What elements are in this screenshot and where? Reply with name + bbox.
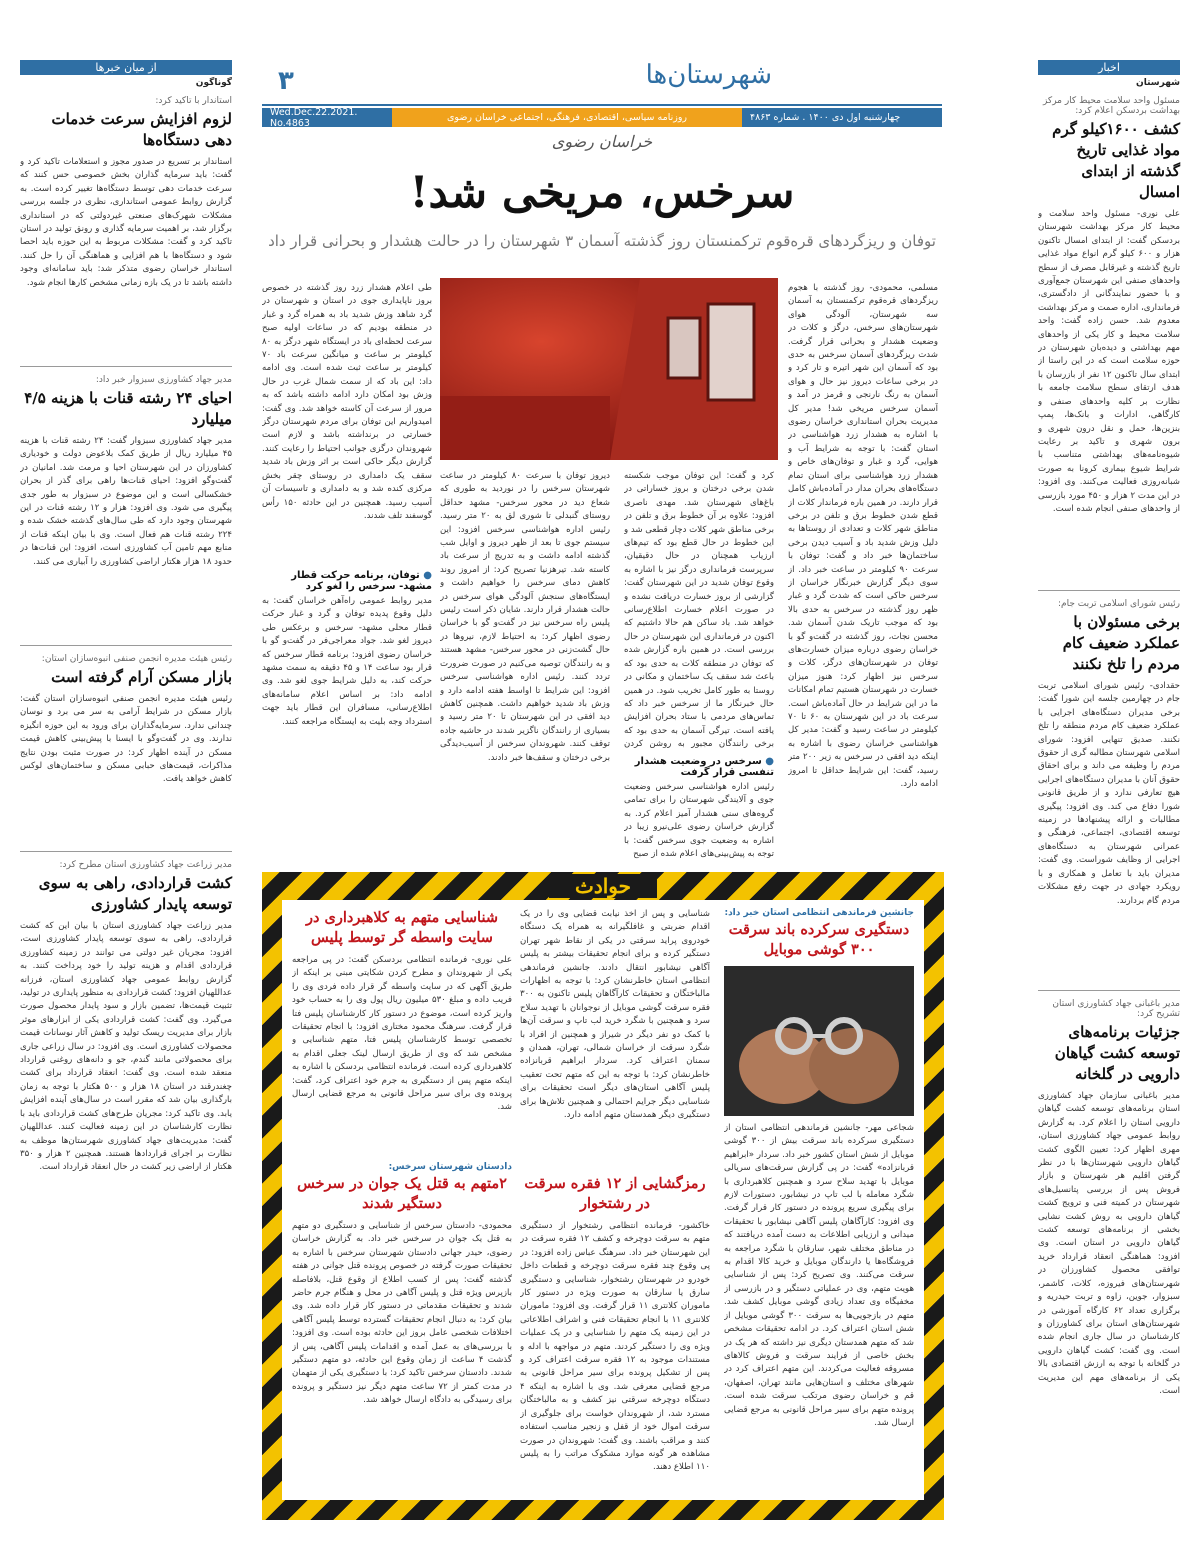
col-4b-text: مدیر روابط عمومی راه‌آهن خراسان گفت: به دلیل وقوع پدیده توفان و گرد و غبار حرکت قطار محلی مشهد- سرخس و برعکس طی دیروز لغو شد. جواد معراجی‌فر در گفت‌و گو با خراسان رضوی افزود: برنامه قطار سرخس که قرار بود ساعت ۱۴ و ۴۵ دقیقه به سمت مشهد حرکت کند، به دلیل شرایط جوی لغو شد. وی ادامه داد: بر اساس اعلام سامانه‌های اطلاع‌رسانی، مسافران این قطار باید جهت استرداد وجه بلیت به ایستگاه مراجعه کنند. xyxy=(262,596,432,727)
right-news-item-3 xyxy=(1038,999,1180,1560)
right-news-item-2 xyxy=(1038,599,1180,980)
section-title: شهرستان‌ها xyxy=(645,60,772,90)
bullet-icon: ● xyxy=(765,756,774,767)
news-title: جزئیات برنامه‌های توسعه کشت گیاهان دارویی در گلخانه xyxy=(1054,1023,1180,1083)
news-title: کشت قراردادی، راهی به سوی توسعه پایدار کشاورزی xyxy=(38,874,232,913)
news-title: لزوم افزایش سرعت خدمات دهی دستگاه‌ها xyxy=(51,110,232,149)
english-date: Wed.Dec.22.2021. No.4863 xyxy=(262,108,392,127)
left-news-item-4 xyxy=(20,860,232,1350)
accident-title: ۲متهم به قتل یک جوان در سرخس دستگیر شدند xyxy=(297,1175,507,1212)
col-4-text: طی اعلام هشدار زرد روز گذشته در خصوص بروز ناپایداری جوی در استان و شهرستان در گرد شاهد وزش شدید باد به همراه گرد و غبار در منطقه بودیم که در ساعات اولیه صبح سرعت لحظه‌ای باد در ایستگاه شهر درگز به ۸۰ کیلومتر بر ساعت و میانگین سرعت باد ۷۰ کیلومتر بر ساعت ثبت شده است. وی ادامه داد: این باد که از سمت شمال غرب در حال وزش بود امکان دارد ادامه داشته باشد که به مرور از سرعت آن کاسته خواهد شد. وی گفت: امیدواریم این توفان برای مردم شهرستان درگز خسارتی در برنداشته باشد و لازم است شهروندان درگزی جوانب احتیاط را رعایت کنند. گزارش دیگر حاکی است بر اثر وزش باد شدید سقف یک دامداری در روستای چقر بخش مرکزی کنده شد و به دامداری و تاسیسات آن آسیب رسید. همچنین در این حادثه ۱۵۰ رأس گوسفند تلف شدند. xyxy=(262,283,432,521)
accidents-col-3 xyxy=(292,908,512,1488)
main-story-col-1: مسلمی، محمودی- روز گذشته با هجوم ریزگردهای قره‌قوم ترکمنستان به آسمان سه شهرستان، آلودگی هوای شهرستان‌های سرخس، درگز و کلات در وضعیت هشدار و بحرانی قرار گرفت. شدت ریزگردهای آسمان سرخس به حدی بود که آسمان این شهر اتیره و تار کرد و در برخی ساعات دیروز نیز حال و هوای آسمان به رنگ نارنجی و قرمز در آمد و آسمان سرخس مریخی شد! مدیر کل مدیریت بحران استانداری خراسان رضوی با اشاره به هشدار زرد هواشناسی در استان گفت: با توجه به شرایط آب و هوایی، گرد و غبار و توفان‌های خاص و هشدار زرد هواشناسی برای استان تمام دستگاه‌های بحران مدار در آماده‌باش کامل قرار دارند. در همین باره فرماندار کلات از قطع شدن خطوط برق و تلفن در برخی مناطق شهر کلات و تعدادی از روستاها به دلیل وزش شدید باد و آسیب دیدن برخی ساختمان‌ها خبر داد و گفت: توفان با سرعت ۹۰ کیلومتر در ساعت خبر داد. از سوی دیگر گزارش خبرنگار خراسان از سرخس حاکی است که شدت گرد و غبار ظهر روز گذشته در سرخس به حدی بالا بود که موجب تاریک شدن آسمان شد. محسن نجات، روز گذشته در گفت‌و گو با خراسان رضوی درباره میزان خسارت‌های توفان در شهرستان‌های درگز، کلات و سرخس نیز اظهار کرد: هنوز میزان خسارت در شهرستان هستیم تمام امکانات ما در این شرایط در حال آماده‌باش است. سرعت باد در این شهرستان به ۶۰ تا ۷۰ کیلومتر در ساعت رسید و گفت: مدیر کل هواشناسی خراسان رضوی با اشاره به اینکه دید افقی در سرخس به زیر ۲۰۰ متر رسید، گفت: این شرایط حداقل تا امروز ادامه دارد. xyxy=(788,283,938,790)
accident-body: علی نوری- فرمانده انتظامی بردسکن گفت: در پی مراجعه یکی از شهروندان و مطرح کردن شکایتی مبنی بر اینکه از طریق آگهی که در سایت واسطه گر قرار داده فردی وی را فریب داده و مبلغ ۵۳۰ میلیون ریال پول وی را به حساب خود واریز کرده است، موضوع در دستور کار کارشناسان پلیس فتا قرار گرفت. سرهنگ محمود مختاری افزود: با انجام تحقیقات تخصصی توسط کارشناسان پلیس فتا، متهم شناسایی و مشخص شد که وی از طریق ارسال لینک جعلی اقدام به کلاهبرداری کرده است. فرمانده انتظامی بردسکن با اشاره به اینکه متهم پس از دستگیری به جرم خود اعتراف کرد، گفت: پرونده وی برای سیر مراحل قانونی به مرجع قضایی ارسال شد. xyxy=(292,955,512,1113)
news-body: مدیر زراعت جهاد کشاورزی استان با بیان این که کشت قراردادی، راهی به سوی توسعه پایدار کشاورزی است، افزود: مجریان غیر دولتی می توانند در زمینه کشاورزی قراردادی اقدام و هزینه تولید را خود پرداخت کنند. به گزارش روابط عمومی جهاد کشاورزی استان، فرزانه عداللهیان افزود: کشت قراردادی به منظور پایداری در تولید، تثبیت قیمت‌ها، تضمین بازار و سود پایدار محصول صورت می‌گیرد. وی گفت: کشت قراردادی یکی از ابزارهای موثر بازار برای مدیریت ریسک تولید و کاهش آثار نوسانات قیمت محصولات کشاورزی است. وی افزود: در سال زراعی جاری برای محصولاتی مانند گندم، جو و دانه‌های روغنی قرارداد منعقد شده است. وی گفت: انعقاد قرارداد برای کشت چغندرقند در استان ۱۸ هزار و ۵۰۰ هکتار با توجه به زمان بارگذاری بیان شد که مقرر است در سال‌های آینده افزایش یابد. وی تاکید کرد: مجریان طرح‌های کشت قراردادی باید با نظارت کارشناسان در این زمینه فعالیت کنند. عداللهیان گفت: مدیریت‌های جهاد کشاورزی شهرستان‌ها موظف به نظارت بر اجرای قراردادها هستند. همچنین ۲ هزار و ۳۵۰ هکتار از اراضی زیر کشت در حال انعقاد قرارداد است. xyxy=(20,921,232,1173)
right-news-item-1 xyxy=(1038,96,1180,580)
masthead xyxy=(262,60,942,168)
news-body: رئیس هیئت مدیره انجمن صنفی انبوه‌سازان استان گفت: بازار مسکن در شرایط آرامی به سر می برد و نوسان چندانی ندارد. سرمایه‌گذاران برای ورود به این حوزه انگیزه ندارند. وی در گفت‌وگو با ایسنا با پیش‌بینی کاهش قیمت مسکن در آینده اظهار کرد: در صورت مثبت بودن نتایج مذاکرات، قیمت‌های حبابی مسکن و ساختمان‌های لوکس کاهش خواهد یافت. xyxy=(20,694,232,785)
accidents-inner xyxy=(282,900,924,1500)
news-kicker: رئیس هیئت مدیره انجمن صنفی انبوه‌سازان استان: xyxy=(41,654,232,664)
news-body: مدیر جهاد کشاورزی سبزوار گفت: ۲۴ رشته قنات با هزینه ۴۵ میلیارد ریال از طریق کمک بلاعوض دولت و خودیاری کشاورزان در این شهرستان احیا و مرمت شد. امانیان در گفت‌وگو افزود: احیای قنات‌ها راهی برای گذر از بحران خشکسالی است و این موضوع در سبزوار به طور جدی پیگیری می شود. وی افزود: هزار و ۱۲ رشته قنات در این شهرستان وجود دارد که طی سال‌های گذشته خشک شده و ۲۲۴ رشته قنات هم فعال است. وی با بیان اینکه قنات از منابع مهم تامین آب کشاورزی است، افزود: این قنات‌ها در حدود ۱۸ هزار هکتار اراضی کشاورزی را آبیاری می کنند. xyxy=(20,436,232,567)
masthead-bar xyxy=(262,108,942,127)
subhead-respiratory xyxy=(624,756,774,778)
main-story-col-2 xyxy=(624,470,774,871)
accident-kicker: جانشین فرماندهی انتظامی استان خبر داد: xyxy=(724,908,914,918)
divider xyxy=(20,366,232,367)
accidents-tag: حوادث xyxy=(549,874,657,898)
handcuffs-photo xyxy=(724,966,914,1116)
news-kicker: مدیر زراعت جهاد کشاورزی استان مطرح کرد: xyxy=(59,860,232,870)
paper-logo: خراسان رضوی xyxy=(551,132,653,151)
news-kicker: مسئول واحد سلامت محیط کار مرکز بهداشت بردسکن اعلام کرد: xyxy=(1042,96,1180,116)
divider xyxy=(1038,990,1180,991)
page-number: ۳ xyxy=(278,66,294,96)
accidents-col-1 xyxy=(724,908,914,1540)
divider xyxy=(20,645,232,646)
news-body: مدیر باغبانی سازمان جهاد کشاورزی استان برنامه‌های توسعه کشت گیاهان دارویی استان را اعلام کرد. به گزارش روابط عمومی جهاد کشاورزی استان، مهری اظهار کرد: تعیین الگوی کشت گیاهان دارویی شهرستان‌ها با در نظر گرفتن اقلیم هر شهرستان و بازار فروش پس از بررسی پتانسیل‌های شهرستان در کمیته فنی و ترویج کشت گیاهان دارویی به روش کشت نشایی بخشی از برنامه‌های توسعه کشت گیاهان دارویی در استان است. وی افزود: هماهنگی انعقاد قرارداد خرید توافقی محصول کشاورزان در شهرستان‌های فیروزه، کلات، کاشمر، سبزوار، جوین، زاوه و تربت حیدریه و برگزاری تعداد ۶۲ کارگاه آموزشی در شهرستان‌های استان برای کشاورزان و کارشناسان در سال جاری انجام شده است. وی گفت: کشت گیاهان دارویی در گلخانه با توجه به ارزش اقتصادی بالا یکی از برنامه‌های مهم این مدیریت است. xyxy=(1038,1091,1180,1396)
persian-date: چهارشنبه اول دی ۱۴۰۰ . شماره ۴۸۶۳ xyxy=(742,108,942,127)
col-2b-text: رئیس اداره هواشناسی سرخس وضعیت جوی و آلایندگی شهرستان را برای تمامی گروه‌های سنی هشدار آمیز اعلام کرد. به گزارش خراسان رضوی علی‌نیرو زیبا در اشاره به وضعیت جوی سرخس گفت: با توجه به پیش‌بینی‌های اعلام شده از صبح xyxy=(624,782,774,860)
left-news-item-1 xyxy=(20,96,232,356)
accident-title: دستگیری سرکرده باند سرقت ۳۰۰ گوشی موبایل xyxy=(728,921,910,958)
right-sidebar xyxy=(1038,60,1180,1560)
subhead-train xyxy=(262,570,432,592)
left-sidebar xyxy=(20,60,232,1350)
left-news-item-2 xyxy=(20,375,232,635)
news-kicker: مدیر جهاد کشاورزی سبزوار خبر داد: xyxy=(95,375,232,385)
subhead-text: توفان، برنامه حرکت قطار مشهد- سرخس را لغو کرد xyxy=(291,570,432,592)
bullet-icon: ● xyxy=(423,570,432,581)
dust-storm-photo xyxy=(440,278,778,460)
col-2-text: کرد و گفت: این توفان موجب شکسته شدن برخی درختان و بروز خساراتی در باغ‌های شهرستان شد. مهدی ناصری افزود: علاوه بر آن خطوط برق و تلفن در برخی مناطق شهر کلات دچار قطعی شد و این خطوط در حال قطع بود که تیم‌های ارزیاب همچنان در حال دقیقیان، سرپرست فرمانداری درگز نیز با اشاره به وقوع توفان شدید در این شهرستان گفت: گزارشی از بروز خسارت دریافت نشده و در صورت اعلام خسارت اطلاع‌رسانی خواهد شد. باد ساکن هم حالا داشتیم که اکنون در فرمانداری این شهرستان در حال بررسی است. در همین باره گزارش شده که توفان در منطقه کلات به حدی بود که باعث شد سقف یک ساختمان و مکانی در روستا به طور کامل تخریب شود. در همین حال خبرنگار ما از سرخس خبر داد که تماس‌های مردمی با ستاد بحران افزایش یافته است. تیرگی آسمان به حدی بود که برخی رانندگان مجبور به روشن کردن xyxy=(624,471,774,750)
main-subheadline: توفان و ریزگردهای قره‌قوم ترکمنستان روز گذشته آسمان ۳ شهرستان را در حالت هشدار و بحرانی قرار داد xyxy=(268,232,936,250)
subhead-text: سرخس در وضعیت هشدار تنفسی قرار گرفت xyxy=(634,756,774,778)
news-body: حقدادی- رئیس شورای اسلامی تربت جام در چهارمین جلسه این شورا گفت: برخی مدیران دستگاه‌های اجرایی با عملکرد ضعیف کام مردم منطقه را تلخ نکنند. صدیق تنهایی افزود: شورای اسلامی شهرستان مطالبه گری از حقوق مردم را وظیفه می داند و برای احقاق حقوق آنان با مدیران دستگاه‌های اجرایی هیچ تعارفی ندارد و از طریق قانونی شورا دفاع می کند. وی افزود: پیگیری مطالبات و ارائه پیشنهادها در زمینه توسعه اقتصادی، اجتماعی، فرهنگی و عمرانی شهرستان به دستگاه‌های اجرایی از وظایف شوراست. وی گفت: مدیران باید با تعامل و همکاری و با رویکرد جهادی در جهت رفع مشکلات مردم گام بردارند. xyxy=(1038,681,1180,906)
news-title: کشف ۱۶۰۰کیلو گرم مواد غذایی تاریخ گذشته از ابتدای امسال xyxy=(1052,120,1180,201)
news-body: استاندار بر تسریع در صدور مجوز و استعلامات تاکید کرد و گفت: باید سرمایه گذاران بخش خصوصی حس کنند که سرعت خدمات دهی توسط دستگاه‌ها تغییر کرده است. به گزارش روابط عمومی استانداری، نظری در جلسه بررسی مشکلات شهرک‌های صنعتی غیردولتی که در استانداری برگزار شد، بر اهمیت سرمایه گذاری و رونق تولید در استان تاکید کرد و گفت: مشکلات مربوط به این حوزه باید احصا شود و دستگاه‌ها با هم افزایی و هماهنگی آن را حل کنند. استاندار خراسان رضوی متذکر شد: باید سامانه‌ای وجود داشته باشد تا در یک بازه زمانی مشخص کارها انجام شود. xyxy=(20,157,232,288)
paper-description: روزنامه سیاسی، اقتصادی، فرهنگی، اجتماعی خراسان رضوی xyxy=(392,108,742,127)
main-headline: سرخس، مریخی شد! xyxy=(409,168,795,218)
news-body: علی نوری- مسئول واحد سلامت و محیط کار مرکز بهداشت شهرستان بردسکن گفت: از ابتدای امسال تاکنون هزار و ۶۰۰ کیلو گرم انواع مواد غذایی تاریخ گذشته و غیرقابل مصرف از سطح واحدهای صنفی این شهرستان جمع‌آوری و با حضور نمایندگانی از دادگستری، فرمانداری، اداره صمت و مرکز بهداشت معدوم شد. حسن زاده گفت: واحد سلامت محیط و کار یکی از واحدهای مهم بهداشتی و دیده‌بان شهرستان در حوزه سلامت است که در این راستا از ابتدای سال تاکنون ۱۲ نفر از بازرسان با هدف ارتقای سطح سلامت جامعه با نظارت بر کلیه واحدهای صنفی و کارگاهی، ادارات و بانک‌ها، پمپ بنزین‌ها، حمل و نقل درون شهری و برون شهری و تاکید بر رعایت شیوه‌نامه‌های بهداشتی متناسب با شرایط شیوع بیماری کرونا به صورت شبانه‌روزی فعالیت می‌کنند. وی افزود: در این مدت ۲ هزار و ۴۵۰ مورد بازرسی از واحدهای صنفی انجام شده است. xyxy=(1038,209,1180,514)
accident-body: شجاعی مهر- جانشین فرماندهی انتظامی استان از دستگیری سرکرده باند سرقت بیش از ۳۰۰ گوشی موبایل از شش استان کشور خبر داد. سردار «ابراهیم قربانزاده» گفت: در پی گزارش سرقت‌های سریالی موبایل با تهدید سلاح سرد و همچنین کلاهبرداری با شگرد معامله با لب تاپ در نیشابور، دستورات لازم برای پیگیری سریع پرونده در دستور کار قرار گرفت. وی افزود: کارآگاهان پلیس آگاهی نیشابور با تحقیقات میدانی و ارزیابی اطلاعات به دست آمده دریافتند که در مناطق مختلف شهر، سارقان با شگرد مراجعه به فروشگاه‌ها یا دارندگان موبایل و خرید کالا اقدام به سرقت می‌کنند. وی تصریح کرد: پس از شناسایی هویت متهم، وی در عملیاتی دستگیر و در بازرسی از مخفیگاه وی تعداد زیادی گوشی موبایل کشف شد. متهم در بازجویی‌ها به سرقت ۳۰۰ گوشی موبایل از شش استان اعتراف کرد. در ادامه تحقیقات مشخص شد که متهم همدستان دیگری نیز داشته که هر یک در بخش خاصی از فرایند سرقت و فروش کالاهای مسروقه فعالیت می‌کردند. این متهم اعتراف کرد در شهرهای مختلف و استان‌هایی مانند تهران، اصفهان، قم و خراسان رضوی مرتکب سرقت شده است. پرونده متهم برای سیر مراحل قانونی به مرجع قضایی ارسال شد. xyxy=(724,1123,914,1428)
left-section-tag: از میان خبرها xyxy=(20,60,232,75)
accident-body: شناسایی و پس از اخذ نیابت قضایی وی را در یک اقدام ضربتی و غافلگیرانه به همراه یک دستگاه خودروی پراید سرقتی در یکی از نقاط شهر تهران دستگیر کرده و برای انجام تحقیقات بیشتر به پلیس آگاهی نیشابور انتقال دادند. جانشین فرماندهی انتظامی استان خاطرنشان کرد: با توجه به اظهارات مالباختگان و تحقیقات کارآگاهان پلیس تاکنون به ۳۰۰ فقره سرقت گوشی موبایل از نوجوانان با تهدید سلاح سرد و همچنین با شگرد خرید لب تاپ و سرقت آن‌ها با کمک دو نفر دیگر در شیراز و همچنین از افراد با شگرد سرقت از خراسان شمالی، تهران، همدان و سمنان اعتراف کرد. سردار ابراهیم قربانزاده خاطرنشان کرد: با توجه به این که متهم تحت تعقیب پلیس آگاهی استان‌های دیگر است تحقیقات برای شناسایی دیگر جرایم احتمالی و همچنین تلاش‌ها برای دستگیری دیگر همدستان متهم ادامه دارد. xyxy=(520,909,710,1121)
news-title: برخی مسئولان با عملکرد ضعیف کام مردم را تلخ نکنند xyxy=(1062,613,1180,673)
main-story-col-3: دیروز توفان با سرعت ۸۰ کیلومتر در ساعت شهرستان سرخس را در نوردید به طوری که شعاع دید در محور سرخس- مشهد حداقل روستای گنبدلی تا شوری لق به ۲۰ متر رسید. رئیس اداره هواشناسی سرخس افزود: این سیستم جوی تا بعد از ظهر دیروز و اوایل شب گذشته ادامه داشت و به تدریج از سرعت باد کاسته شد. تیرهزنیا تصریح کرد: از امروز روند کاهش دمای سرخس را خواهیم داشت و ایستگاه‌های سنجش آلودگی هوای سرخس در حالت هشدار قرار دارند. شایان ذکر است رئیس پلیس راه سرخس نیز در گفت‌و گو با خراسان رضوی اظهار کرد: به احتیاط لازم، نیروها در حال گشت‌زنی در محور سرخس- مشهد هستند و به رانندگان توصیه می‌کنیم در صورت ضرورت تردد کنند. رئیس اداره هواشناسی سرخس افزود: این شرایط تا اواسط هفته ادامه دارد و وزش باد شدید خواهیم داشت. همچنین کاهش دید افقی در این شهرستان تا ۲۰ متر رسید و بسیاری از رانندگان ناگزیر شدند در حاشیه جاده توقف کنند. شهروندان سرخس از آسیب‌دیدگی برخی درختان و سقف‌ها خبر دادند. xyxy=(440,471,610,763)
news-title: بازار مسکن آرام گرفته است xyxy=(51,668,232,686)
accident-kicker: دادستان شهرستان سرخس: xyxy=(388,1162,512,1172)
divider xyxy=(1038,590,1180,591)
right-section-tag: اخبار xyxy=(1038,60,1180,75)
main-story-col-4 xyxy=(262,282,432,815)
news-kicker: مدیر باغبانی جهاد کشاورزی استان تشریح کرد: xyxy=(1052,999,1180,1019)
news-title: احیای ۲۴ رشته قنات با هزینه ۴/۵ میلیارد xyxy=(24,389,232,428)
accidents-box xyxy=(262,872,944,1520)
left-section-sub: گوناگون xyxy=(195,78,232,88)
divider xyxy=(20,851,232,852)
accidents-col-2 xyxy=(520,908,710,1520)
accident-title: رمزگشایی از ۱۲ فقره سرقت در رشتخوار xyxy=(524,1175,706,1212)
accident-body: خاکشور- فرمانده انتظامی رشتخوار از دستگیری متهم به سرقت دوچرخه و کشف ۱۲ فقره سرقت در این شهرستان خبر داد. سرهنگ عباس زاده افزود: در پی وقوع چند فقره سرقت دوچرخه و قطعات داخل خودرو در شهرستان رشتخوار، شناسایی و دستگیری سارق یا سارقان به صورت ویژه در دستور کار ماموران کلانتری ۱۱ قرار گرفت. وی افزود: ماموران کلانتری ۱۱ با انجام تحقیقات فنی و اشراف اطلاعاتی در این زمینه یک متهم را شناسایی و در یک عملیات ویژه وی را دستگیر کردند. متهم در مواجهه با ادله و مستندات موجود به ۱۲ فقره سرقت اعتراف کرد و پس از تشکیل پرونده برای سیر مراحل قانونی به مرجع قضایی معرفی شد. وی با اشاره به اینکه ۴ دستگاه دوچرخه سرقتی نیز کشف و به مالباختگان مسترد شد، از شهروندان خواست برای جلوگیری از سرقت اموال خود از قفل و زنجیر مناسب استفاده کنند و مراقب باشند. وی گفت: شهروندان در صورت مشاهده هر گونه موارد مشکوک مراتب را به پلیس ۱۱۰ اطلاع دهند. xyxy=(520,1221,710,1473)
news-kicker: استاندار با تاکید کرد: xyxy=(155,96,232,106)
accident-title: شناسایی متهم به کلاهبرداری در سایت واسطه گر توسط پلیس xyxy=(306,909,498,946)
left-news-item-3 xyxy=(20,654,232,841)
accident-body: محمودی- دادستان سرخس از شناسایی و دستگیری دو متهم به قتل یک جوان در سرخس خبر داد. به گزارش خراسان رضوی، حیدر جهانی دادستان شهرستان سرخس با اشاره به تحقیقات صورت گرفته در خصوص پرونده قتل جوانی در هفته گذشته گفت: پس از کسب اطلاع از وقوع قتل، بلافاصله بازپرس ویژه قتل و پلیس آگاهی در محل و هنگام جرم حاضر شدند و تحقیقات مقدماتی در دستور کار قرار داده شد. وی بیان کرد: به دنبال انجام تحقیقات گسترده توسط پلیس آگاهی اختلافات شخصی عامل بروز این حادثه بوده است. وی افزود: با بررسی‌های به عمل آمده و اقدامات پلیس آگاهی، پس از گذشت ۴ ساعت از زمان وقوع این حادثه، دو متهم دستگیر شدند. دادستان سرخس تاکید کرد: با دستگیری یکی از متهمان در مدت کمتر از ۷۲ ساعت متهم دیگر نیز دستگیر و پرونده برای رسیدگی به دادگاه ارسال خواهد شد. xyxy=(292,1221,512,1406)
right-section-sub: شهرستان xyxy=(1136,78,1180,88)
news-kicker: رئیس شورای اسلامی تربت جام: xyxy=(1057,599,1180,609)
